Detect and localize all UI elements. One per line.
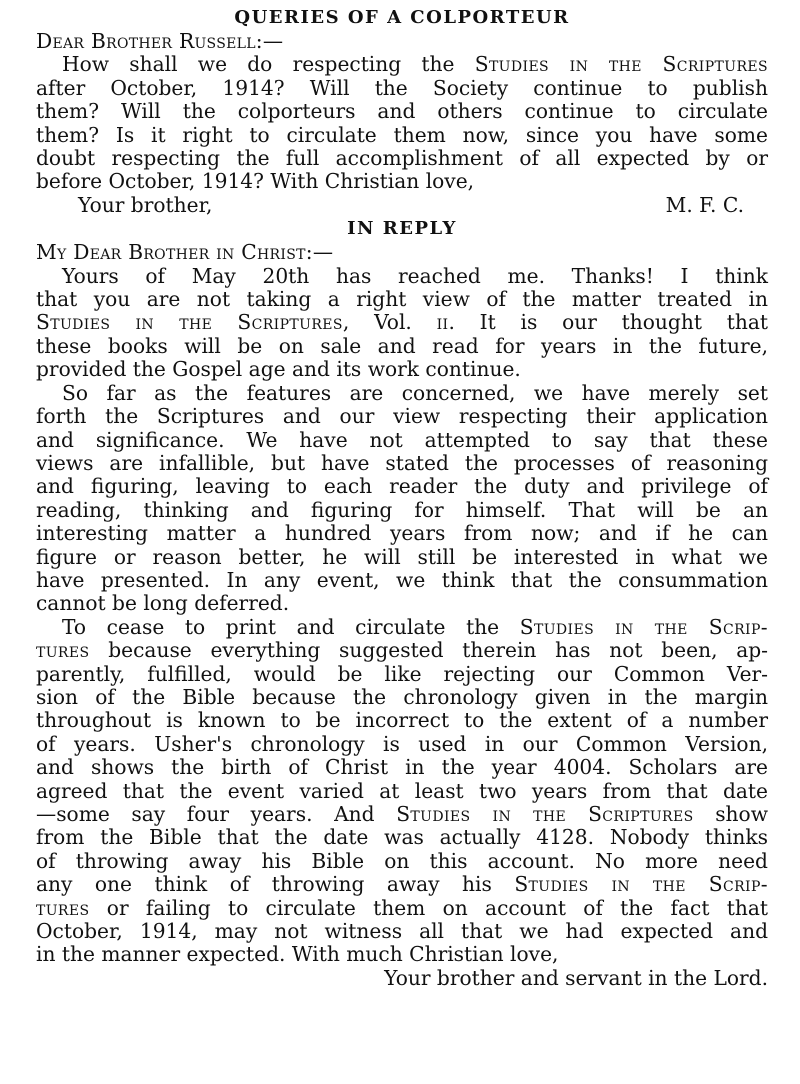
text-run: figure or reason better, he will still be interested in what we [36, 544, 768, 569]
text-run: cannot be long deferred. [36, 591, 290, 616]
text-run: views are infallible, but have stated the processes of reasoning [36, 450, 768, 475]
text-line [36, 288, 768, 311]
text-line [36, 522, 768, 545]
text-run: October, 1914, may not witness all that we had expected and [36, 919, 768, 944]
text-run: doubt respecting the full accomplishment of all expected by or [36, 146, 768, 171]
reply-closing: Your brother and servant in the Lord. [384, 965, 768, 990]
text-line [36, 170, 768, 193]
text-run: in the manner expected. With much Christian love, [36, 942, 559, 967]
text-line [36, 686, 768, 709]
text-line [36, 311, 768, 334]
queries-paragraph [36, 53, 768, 193]
text-line [36, 265, 768, 288]
text-run: and significance. We have not attempted to say that these [36, 427, 768, 452]
text-line [36, 475, 768, 498]
text-run: How shall we do respecting the [62, 52, 475, 77]
text-line [36, 826, 768, 849]
text-run: that you are not taking a right view of the matter treated in [36, 287, 768, 312]
text-run: throughout is known to be incorrect to the extent of a number [36, 708, 768, 733]
text-run: interesting matter a hundred years from now; and if he can [36, 521, 768, 546]
reply-paragraph-2 [36, 382, 768, 616]
text-run: So far as the features are concerned, we have merely set [62, 380, 768, 405]
text-line [36, 405, 768, 428]
text-line [36, 663, 768, 686]
small-caps-text: tures [36, 895, 90, 920]
text-run: of throwing away his Bible on this account. No more need [36, 848, 768, 873]
text-run: have presented. In any event, we think that the consummation [36, 567, 768, 592]
text-run: from the Bible that the date was actually 4128. Nobody thinks [36, 825, 768, 850]
text-run: , Vol. [342, 310, 437, 335]
text-line [36, 124, 768, 147]
text-line [36, 358, 768, 381]
text-run: provided the Gospel age and its work continue. [36, 357, 521, 382]
text-line [36, 780, 768, 803]
text-line [36, 335, 768, 358]
queries-signature-row [36, 194, 768, 217]
text-run: . It is our thought that [448, 310, 768, 335]
text-line [36, 616, 768, 639]
text-line [36, 803, 768, 826]
small-caps-text: Studies in the Scrip- [519, 614, 768, 639]
text-run: parently, fulfilled, would be like rejecting our Common Ver- [36, 661, 768, 686]
small-caps-text: ii [436, 310, 449, 335]
text-run: Yours of May 20th has reached me. Thanks! I think [62, 263, 768, 288]
small-caps-text: Studies in the Scriptures [396, 802, 694, 826]
text-run: sion of the Bible because the chronology given in the margin [36, 684, 768, 709]
text-line [36, 873, 768, 896]
text-line [36, 639, 768, 662]
text-line [36, 897, 768, 920]
small-caps-text: Studies in the Scrip- [514, 872, 769, 897]
text-run: —some say four years. And [36, 802, 397, 826]
small-caps-text: Studies in the Scriptures [36, 310, 343, 335]
text-line [36, 733, 768, 756]
queries-initials: M. F. C. [665, 192, 744, 217]
text-run: To cease to print and circulate the [62, 614, 520, 639]
text-run: forth the Scriptures and our view respecting their application [36, 404, 768, 429]
queries-salutation: Dear Brother Russell:— [36, 29, 284, 53]
text-line [36, 546, 768, 569]
reply-heading: IN REPLY [347, 218, 457, 240]
text-run: because everything suggested therein has not been, ap- [89, 638, 768, 663]
queries-heading: QUERIES OF A COLPORTEUR [234, 7, 570, 28]
text-run: and shows the birth of Christ in the year 4004. Scholars are [36, 755, 768, 780]
text-run: and figuring, leaving to each reader the duty and privilege of [36, 474, 768, 499]
text-line [36, 569, 768, 592]
text-line [36, 53, 768, 76]
text-line [36, 756, 768, 779]
text-line [36, 592, 768, 615]
text-run: after October, 1914? Will the Society continue to publish [36, 75, 768, 100]
text-line [36, 709, 768, 732]
text-run: any one think of throwing away his [36, 872, 515, 897]
text-run: these books will be on sale and read for years in the future, [36, 333, 768, 358]
text-line [36, 147, 768, 170]
queries-signoff: Your brother, [78, 192, 213, 217]
text-line [36, 77, 768, 100]
text-line [36, 100, 768, 123]
text-line [36, 850, 768, 873]
text-run: of years. Usher's chronology is used in our Common Version, [36, 731, 768, 756]
text-line [36, 429, 768, 452]
text-run: them? Is it right to circulate them now, since you have some [36, 122, 768, 147]
document-page [36, 6, 768, 990]
text-run: or failing to circulate them on account of the fact that [89, 895, 768, 920]
text-run: agreed that the event varied at least two years from that date [36, 778, 768, 803]
text-line [36, 382, 768, 405]
text-run: them? Will the colporteurs and others continue to circulate [36, 99, 768, 124]
small-caps-text: Studies in the Scriptures [474, 52, 769, 77]
text-line [36, 943, 768, 966]
text-run: before October, 1914? With Christian love, [36, 169, 475, 194]
text-run: reading, thinking and figuring for himself. That will be an [36, 497, 768, 522]
reply-paragraph-3 [36, 616, 768, 967]
text-line [36, 920, 768, 943]
text-run: show [693, 802, 768, 826]
reply-paragraph-1 [36, 265, 768, 382]
text-line [36, 499, 768, 522]
text-line [36, 452, 768, 475]
small-caps-text: tures [36, 638, 90, 663]
reply-salutation: My Dear Brother in Christ:— [36, 240, 334, 265]
